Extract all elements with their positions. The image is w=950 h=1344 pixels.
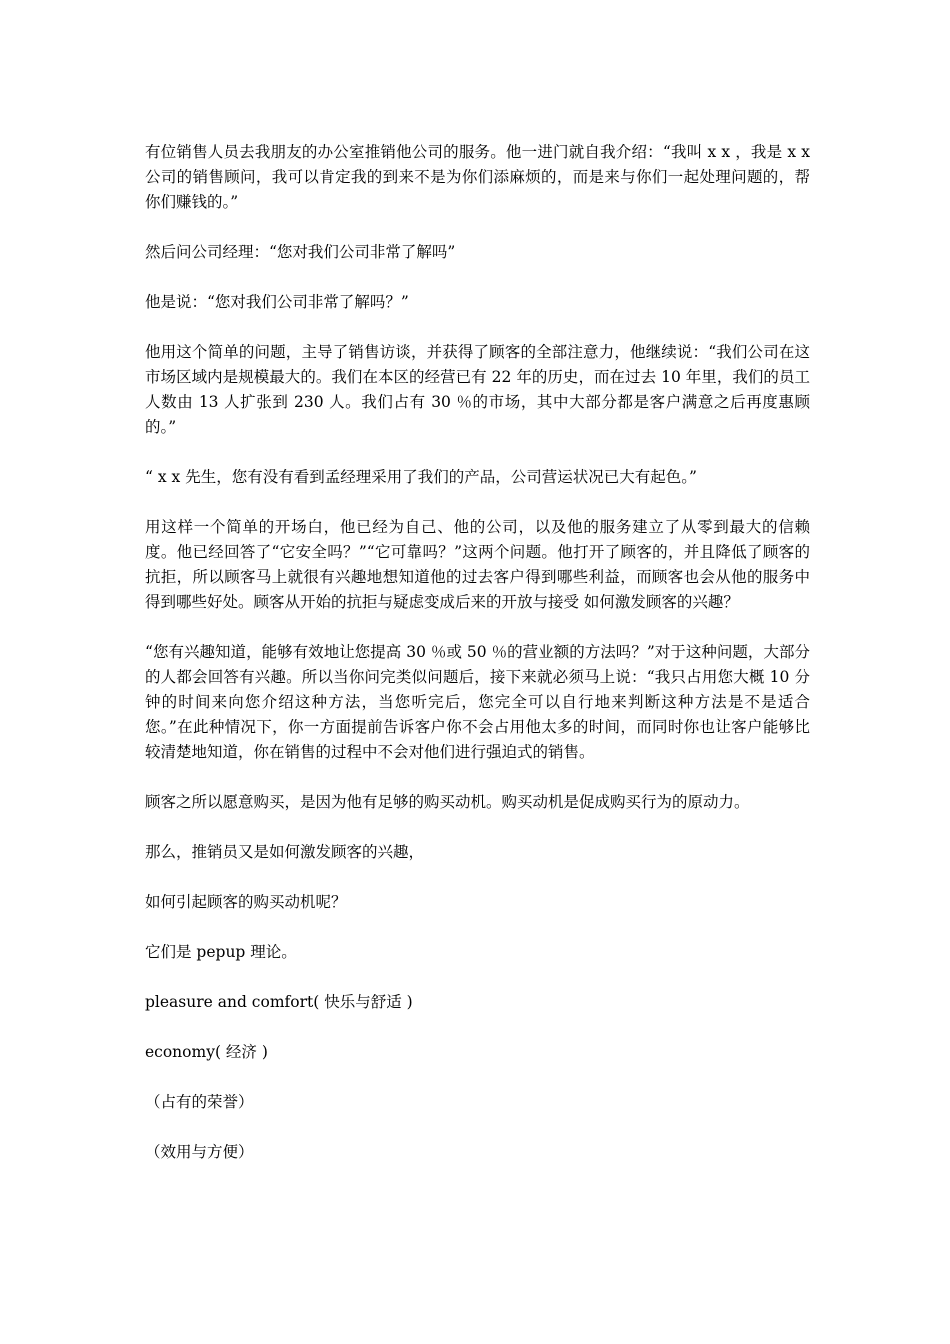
paragraph-customer-reference: “ x x 先生，您有没有看到孟经理采用了我们的产品，公司营运状况已大有起色。” (145, 468, 697, 486)
paragraph-buying-motive: 顾客之所以愿意购买，是因为他有足够的购买动机。购买动机是促成购买行为的原动力。 (145, 793, 750, 811)
paragraph-how-to-motivate: 如何引起顾客的购买动机呢？ (145, 893, 347, 911)
list-item-utility: （效用与方便） (145, 1143, 254, 1161)
paragraph-how-to-excite: 那么，推销员又是如何激发顾客的兴趣， (145, 843, 425, 861)
paragraph-he-said: 他是说：“您对我们公司非常了解吗？” (145, 293, 409, 311)
document-body (145, 140, 810, 1165)
paragraph-pepup-theory: 它们是 pepup 理论。 (145, 943, 297, 961)
list-item-pride: （占有的荣誉） (145, 1093, 254, 1111)
paragraph-interest-question: “您有兴趣知道，能够有效地让您提高 30 ％或 50 ％的营业额的方法吗？”对于这种问题，大部分的人都会回答有兴趣。所以当你问完类似问题后，接下来就必须马上说：“我只占用您大概 10 分钟的时间来向您介绍这种方法，当您听完后，您完全可以自行地来判断这种方法是不是适合您。”在此种情况下，你一方面提前告诉客户你不会占用他太多的时间，而同时你也让客户能够比较清楚地知道，你在销售的过程中不会对他们进行强迫式的销售。 (145, 643, 810, 761)
list-item-pleasure-comfort: pleasure and comfort( 快乐与舒适 ) (145, 993, 413, 1011)
paragraph-question-manager: 然后问公司经理：“您对我们公司非常了解吗” (145, 243, 456, 261)
paragraph-intro: 有位销售人员去我朋友的办公室推销他公司的服务。他一进门就自我介绍：“我叫 x x ，我是 x x 公司的销售顾问，我可以肯定我的到来不是为你们添麻烦的，而是来与你们一起处理问题的，帮你们赚钱的。” (145, 143, 810, 211)
list-item-economy: economy( 经济 ) (145, 1043, 268, 1061)
paragraph-opening-trust: 用这样一个简单的开场白，他已经为自己、他的公司，以及他的服务建立了从零到最大的信赖度。他已经回答了“它安全吗？”“它可靠吗？”这两个问题。他打开了顾客的，并且降低了顾客的抗拒，所以顾客马上就很有兴趣地想知道他的过去客户得到哪些利益，而顾客也会从他的服务中得到哪些好处。顾客从开始的抗拒与疑虑变成后来的开放与接受 如何激发顾客的兴趣？ (145, 518, 810, 611)
paragraph-company-intro: 他用这个简单的问题，主导了销售访谈，并获得了顾客的全部注意力，他继续说：“我们公司在这市场区域内是规模最大的。我们在本区的经营已有 22 年的历史，而在过去 10 年里，我们的员工人数由 13 人扩张到 230 人。我们占有 30 ％的市场，其中大部分都是客户满意之后再度惠顾的。” (145, 343, 810, 436)
